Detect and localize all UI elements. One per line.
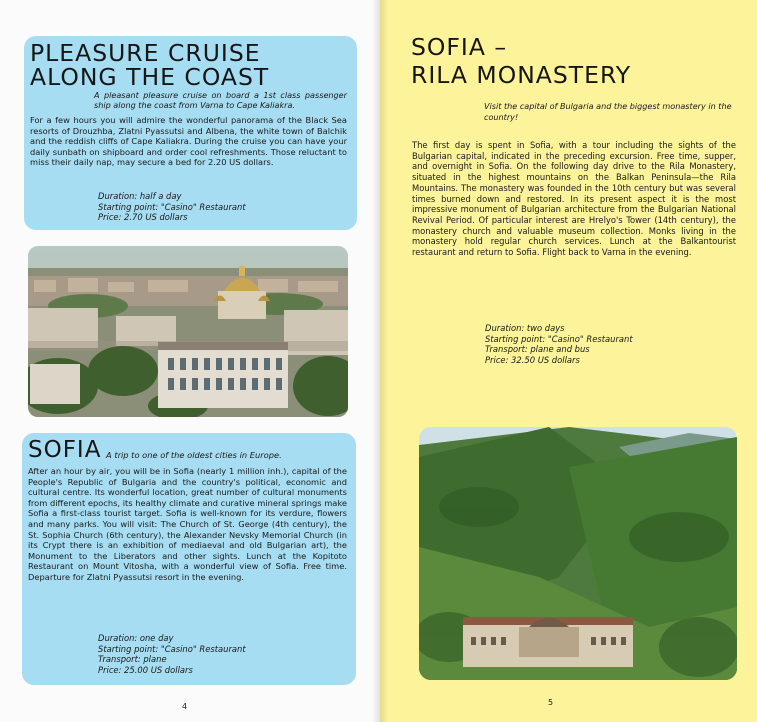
page-gutter xyxy=(372,0,388,722)
rila-facts xyxy=(485,323,633,365)
cruise-body: For a few hours you will admire the wonderful panorama of the Black Sea resorts of Drouzhba, Zlatni Pyassutsi and Albena, the white town of Balchik and the reddish cliffs of Cape Kaliakra. During the cruise you can have your daily sunbath on shipboard and order cool refreshments. Those reluctant to miss their daily nap, may secure a bed for 2.20 US dollars. xyxy=(30,115,347,168)
cruise-panel xyxy=(24,36,357,230)
sofia-title: SOFIA xyxy=(28,437,102,463)
page-number-right: 5 xyxy=(548,698,554,707)
rila-duration: Duration: two days xyxy=(485,323,565,333)
sofia-tagline: A trip to one of the oldest cities in Europe. xyxy=(106,450,282,460)
cruise-title-line1: PLEASURE CRUISE xyxy=(30,39,261,67)
rila-monastery-photo xyxy=(419,427,737,680)
rila-transport: Transport: plane and bus xyxy=(485,344,590,355)
rila-monastery-illustration xyxy=(419,427,737,680)
rila-price: Price: 32.50 US dollars xyxy=(485,354,580,365)
sofia-price: Price: 25.00 US dollars xyxy=(98,664,193,675)
cruise-price: Price: 2.70 US dollars xyxy=(98,212,188,223)
cruise-start: Starting point: "Casino" Restaurant xyxy=(98,201,246,212)
page-number-left: 4 xyxy=(182,702,188,711)
cruise-intro: A pleasant pleasure cruise on board a 1st class passenger ship along the coast from Varna to Cape Kaliakra. xyxy=(94,90,347,111)
sofia-panel xyxy=(22,433,356,685)
sofia-body: After an hour by air, you will be in Sofia (nearly 1 million inh.), capital of the People's Republic of Bulgaria and the country's political, economic and cultural centre. Its wonderful location, great number of cultural monuments from different epochs, its healthy climate and curative mineral springs make Sofia a first-class tourist target. Sofia is well-known for its verdure, flowers and many parks. You will visit: The Church of St. George (4th century), the St. Sophia Church (6th century), the Alexander Nevsky Memorial Church (in its Crypt there is an exhibition of mediaeval and old Bulgarian art), the Monument to the Liberators and other sights. Lunch at the Kopitoto Restaurant on Mount Vitosha, with a wonderful view of Sofia. Free time. Departure for Zlatni Pyassutsi resort in the evening. xyxy=(28,466,347,582)
rila-title-line2: RILA MONASTERY xyxy=(411,61,632,89)
sofia-duration: Duration: one day xyxy=(98,633,174,643)
cruise-facts xyxy=(98,191,246,223)
rila-start: Starting point: "Casino" Restaurant xyxy=(485,333,633,344)
cruise-title xyxy=(30,39,270,91)
sofia-start: Starting point: "Casino" Restaurant xyxy=(98,643,246,654)
rila-body: The first day is spent in Sofia, with a tour including the sights of the Bulgarian capital, indicated in the preceding excursion. Free time, supper, and overnight in Sofia. On the following day drive to the Rila Monastery, situated in the highest mountains on the Balkan Peninsula—the Rila Mountains. The monastery was founded in the 10th century but was several times burned down and restored. In its present aspect it is the most impressive monument of Bulgarian architecture from the Bulgarian National Revival Period. Of particular interest are Hrelyo's Tower (14th century), the monastery church and valuable museum collection. Monks living in the monastery hold regular church services. Lunch at the Balkantourist restaurant and return to Sofia. Flight back to Varna in the evening. xyxy=(412,140,736,258)
sofia-city-photo xyxy=(28,246,348,417)
sofia-facts xyxy=(98,633,246,675)
cruise-title-line2: ALONG THE COAST xyxy=(30,62,270,91)
cruise-duration: Duration: half a day xyxy=(98,191,182,201)
rila-intro: Visit the capital of Bulgaria and the biggest monastery in the country! xyxy=(484,101,732,122)
sofia-city-illustration xyxy=(28,246,348,417)
rila-title-line1: SOFIA – xyxy=(411,33,508,61)
rila-title xyxy=(411,33,631,89)
sofia-transport: Transport: plane xyxy=(98,654,167,665)
